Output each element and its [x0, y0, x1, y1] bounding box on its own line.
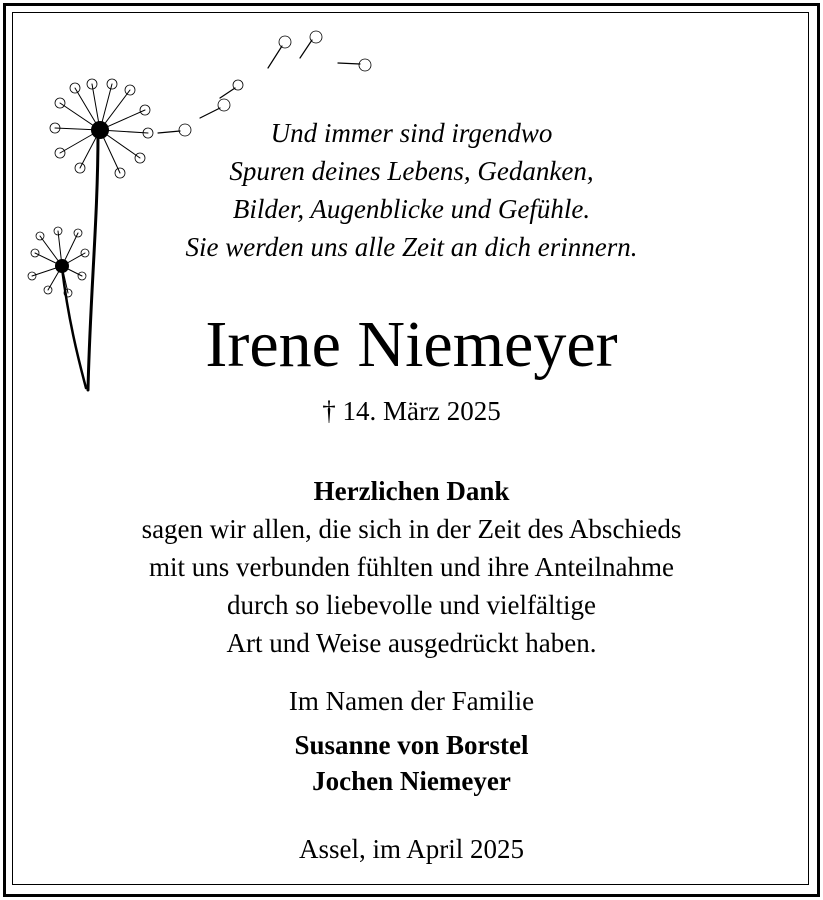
place-date: Assel, im April 2025 — [298, 834, 524, 864]
signatory-2: Jochen Niemeyer — [312, 766, 511, 796]
family-intro: Im Namen der Familie — [288, 686, 535, 716]
poem-line-2: Spuren deines Lebens, Gedanken, — [229, 156, 594, 186]
thanks-line-2: mit uns verbunden fühlten und ihre Anteilnahme — [149, 552, 674, 582]
thanks-line-4: Art und Weise ausgedrückt haben. — [226, 628, 597, 658]
signatory-1: Susanne von Borstel — [294, 730, 529, 760]
thanks-line-3: durch so liebevolle und vielfältige — [227, 590, 596, 620]
poem-line-3: Bilder, Augenblicke und Gefühle. — [232, 194, 591, 224]
death-date: † 14. März 2025 — [322, 396, 501, 426]
thanks-heading: Herzlichen Dank — [313, 476, 510, 506]
poem-line-4: Sie werden uns alle Zeit an dich erinnern. — [185, 232, 638, 262]
deceased-name: Irene Niemeyer — [205, 308, 618, 381]
poem-line-1: Und immer sind irgendwo — [270, 118, 553, 148]
thanks-line-1: sagen wir allen, die sich in der Zeit des Abschieds — [141, 514, 682, 544]
